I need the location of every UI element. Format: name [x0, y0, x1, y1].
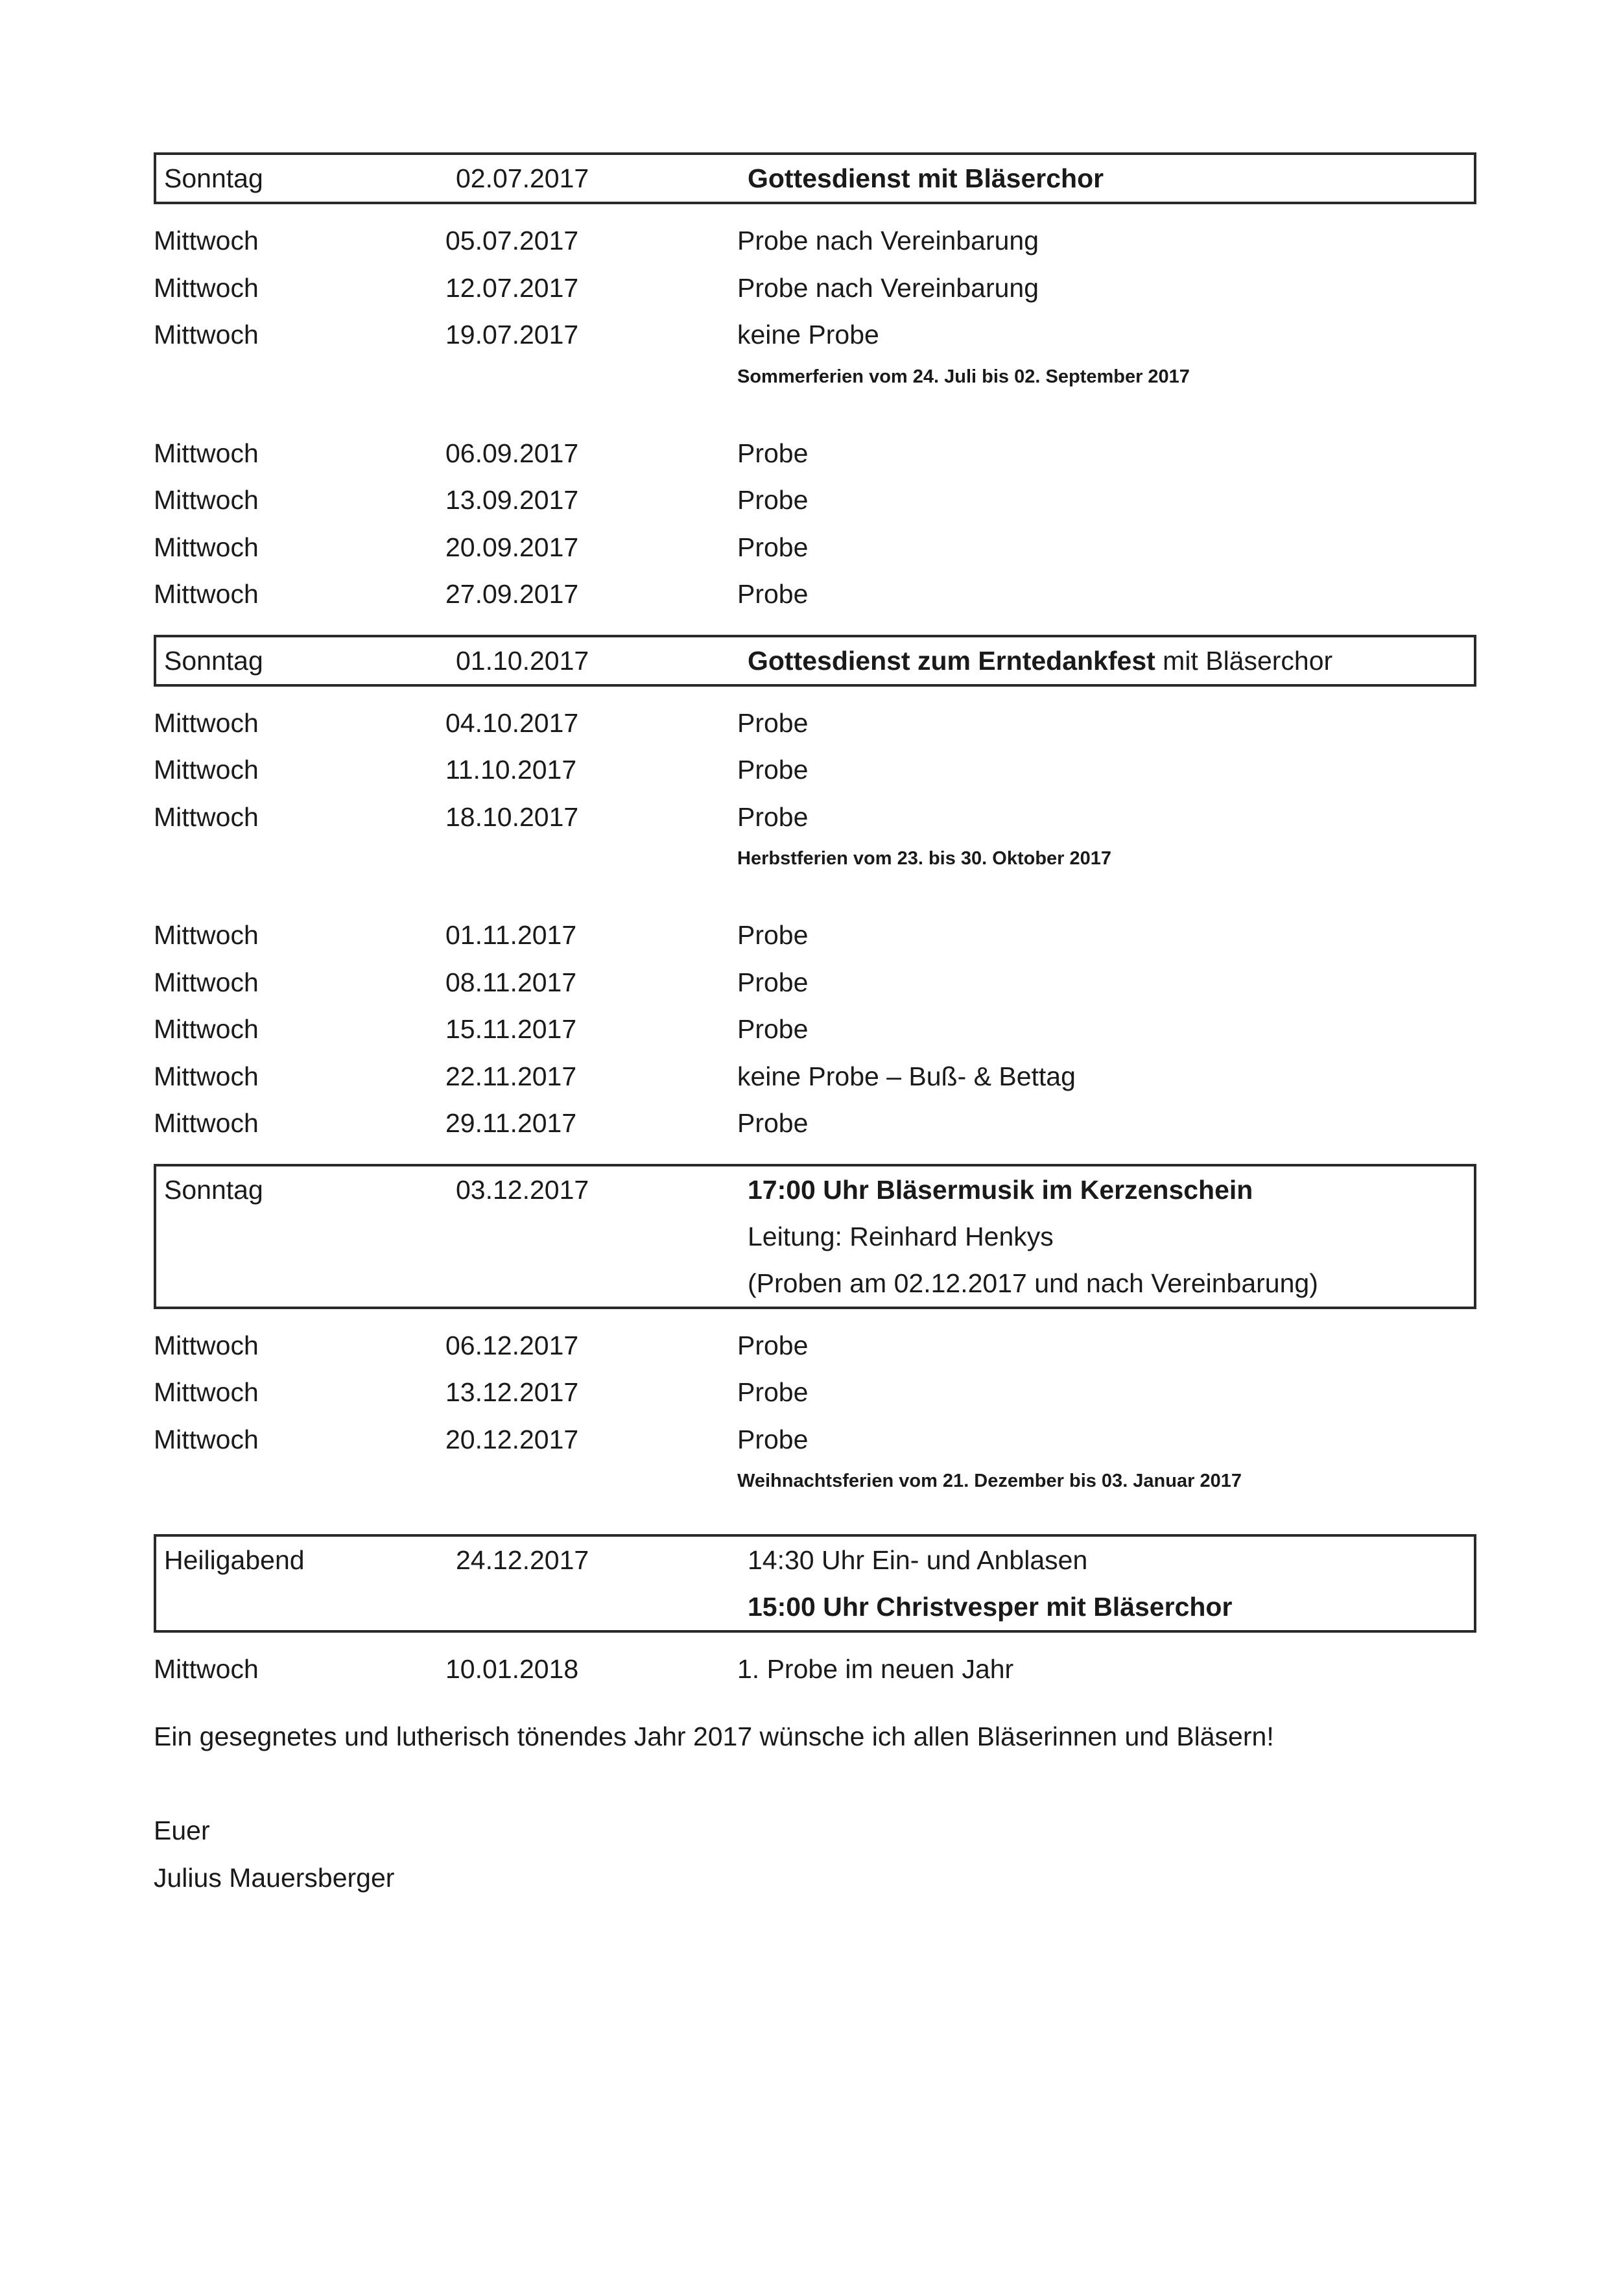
weekday-cell: Sonntag — [164, 645, 263, 676]
date-cell: 24.12.2017 — [456, 1545, 589, 1575]
date-cell: 20.12.2017 — [445, 1424, 579, 1454]
description-cell: Probe — [737, 1014, 809, 1044]
description-cell: Probe — [737, 967, 809, 997]
description-cell: Probe — [737, 920, 809, 950]
event-row — [156, 1583, 1474, 1630]
holiday-note-text: Herbstferien vom 23. bis 30. Oktober 2017 — [737, 848, 1112, 869]
greeting-text: Ein gesegnetes und lutherisch tönendes Jahr 2017 wünsche ich allen Bläserinnen und Bläsern! — [154, 1722, 1274, 1751]
rehearsal-row — [154, 477, 1476, 524]
rehearsal-row — [154, 1646, 1476, 1693]
weekday-cell: Mittwoch — [154, 320, 259, 349]
description-cell — [748, 155, 1104, 202]
rehearsal-row — [154, 265, 1476, 312]
weekday-cell: Mittwoch — [154, 438, 259, 468]
rehearsal-row — [154, 1322, 1476, 1369]
rehearsal-row — [154, 524, 1476, 571]
description-plain: mit Bläserchor — [1155, 645, 1333, 676]
description-cell: Probe — [737, 485, 809, 515]
date-cell: 08.11.2017 — [445, 967, 577, 997]
description-bold: Gottesdienst mit Bläserchor — [748, 163, 1104, 193]
description-cell — [748, 637, 1332, 684]
description-cell: keine Probe – Buß- & Bettag — [737, 1061, 1076, 1091]
description-plain: (Proben am 02.12.2017 und nach Vereinbarung) — [748, 1268, 1318, 1298]
weekday-cell: Mittwoch — [154, 1424, 259, 1454]
rehearsal-row — [154, 959, 1476, 1006]
date-cell: 01.10.2017 — [456, 645, 589, 676]
description-cell: Probe — [737, 1424, 809, 1454]
description-cell: Probe — [737, 532, 809, 562]
rehearsal-row — [154, 217, 1476, 265]
description-cell: Probe — [737, 579, 809, 609]
weekday-cell: Mittwoch — [154, 920, 259, 950]
description-cell: Probe — [737, 1330, 809, 1360]
date-cell: 04.10.2017 — [445, 707, 579, 738]
description-plain: 14:30 Uhr Ein- und Anblasen — [748, 1545, 1088, 1575]
signature-name: Julius Mauersberger — [154, 1863, 395, 1893]
description-bold: Gottesdienst zum Erntedankfest — [748, 645, 1155, 676]
description-cell: Probe — [737, 438, 809, 468]
date-cell: 06.12.2017 — [445, 1330, 579, 1360]
description-cell — [748, 1260, 1318, 1307]
holiday-note — [154, 359, 1476, 416]
event-row — [156, 637, 1474, 684]
weekday-cell: Mittwoch — [154, 272, 259, 303]
weekday-cell: Mittwoch — [154, 532, 259, 562]
description-cell: Probe nach Vereinbarung — [737, 226, 1039, 255]
date-cell: 12.07.2017 — [445, 272, 579, 303]
holiday-note-text: Sommerferien vom 24. Juli bis 02. September 2017 — [737, 366, 1190, 387]
weekday-cell: Sonntag — [164, 1174, 263, 1205]
weekday-cell: Mittwoch — [154, 1377, 259, 1407]
date-cell: 06.09.2017 — [445, 438, 579, 468]
date-cell: 29.11.2017 — [445, 1108, 577, 1138]
weekday-cell: Heiligabend — [164, 1545, 305, 1575]
date-cell: 20.09.2017 — [445, 532, 579, 562]
highlight-event-box — [154, 152, 1476, 204]
rehearsal-schedule — [154, 152, 1476, 1693]
description-bold: 17:00 Uhr Bläsermusik im Kerzenschein — [748, 1174, 1253, 1205]
description-cell — [748, 1213, 1054, 1260]
weekday-cell: Sonntag — [164, 163, 263, 193]
rehearsal-row — [154, 912, 1476, 959]
weekday-cell: Mittwoch — [154, 579, 259, 609]
rehearsal-group — [154, 430, 1476, 618]
rehearsal-row — [154, 430, 1476, 477]
weekday-cell: Mittwoch — [154, 1108, 259, 1138]
date-cell: 18.10.2017 — [445, 801, 579, 832]
date-cell: 27.09.2017 — [445, 579, 579, 609]
description-cell: keine Probe — [737, 320, 879, 349]
weekday-cell: Mittwoch — [154, 1014, 259, 1044]
weekday-cell: Mittwoch — [154, 1061, 259, 1091]
date-cell: 22.11.2017 — [445, 1061, 577, 1091]
rehearsal-row — [154, 1369, 1476, 1416]
holiday-note — [154, 840, 1476, 897]
rehearsal-group — [154, 700, 1476, 841]
event-row — [156, 1537, 1474, 1583]
rehearsal-group — [154, 217, 1476, 359]
description-plain: Leitung: Reinhard Henkys — [748, 1221, 1054, 1251]
highlight-event-box — [154, 1164, 1476, 1309]
description-bold: 15:00 Uhr Christvesper mit Bläserchor — [748, 1592, 1233, 1622]
weekday-cell: Mittwoch — [154, 1330, 259, 1360]
rehearsal-group — [154, 1646, 1476, 1693]
date-cell: 15.11.2017 — [445, 1014, 577, 1044]
event-row — [156, 1213, 1474, 1260]
date-cell: 10.01.2018 — [445, 1654, 579, 1684]
event-row — [156, 155, 1474, 202]
rehearsal-row — [154, 746, 1476, 794]
holiday-note — [154, 1463, 1476, 1520]
description-cell — [748, 1166, 1253, 1213]
date-cell: 02.07.2017 — [456, 163, 589, 193]
event-row — [156, 1166, 1474, 1213]
date-cell: 11.10.2017 — [445, 755, 577, 785]
weekday-cell: Mittwoch — [154, 707, 259, 738]
date-cell: 13.09.2017 — [445, 485, 579, 515]
weekday-cell: Mittwoch — [154, 1654, 259, 1684]
date-cell: 19.07.2017 — [445, 320, 579, 349]
description-cell: Probe — [737, 755, 809, 785]
date-cell: 05.07.2017 — [445, 226, 579, 255]
rehearsal-row — [154, 700, 1476, 747]
description-cell: 1. Probe im neuen Jahr — [737, 1654, 1014, 1684]
date-cell: 03.12.2017 — [456, 1174, 589, 1205]
highlight-event-box — [154, 1534, 1476, 1633]
weekday-cell: Mittwoch — [154, 226, 259, 255]
rehearsal-group — [154, 912, 1476, 1147]
description-cell: Probe — [737, 1108, 809, 1138]
rehearsal-row — [154, 1100, 1476, 1147]
description-cell: Probe — [737, 801, 809, 832]
closing-text: Euer — [154, 1816, 210, 1845]
weekday-cell: Mittwoch — [154, 801, 259, 832]
rehearsal-row — [154, 794, 1476, 841]
event-row — [156, 1260, 1474, 1307]
rehearsal-group — [154, 1322, 1476, 1463]
description-cell — [748, 1583, 1232, 1630]
date-cell: 01.11.2017 — [445, 920, 577, 950]
weekday-cell: Mittwoch — [154, 755, 259, 785]
rehearsal-row — [154, 1053, 1476, 1100]
weekday-cell: Mittwoch — [154, 485, 259, 515]
description-cell — [748, 1537, 1087, 1583]
description-cell: Probe — [737, 1377, 809, 1407]
rehearsal-row — [154, 311, 1476, 359]
rehearsal-row — [154, 1006, 1476, 1053]
weekday-cell: Mittwoch — [154, 967, 259, 997]
description-cell: Probe nach Vereinbarung — [737, 272, 1039, 303]
highlight-event-box — [154, 635, 1476, 687]
holiday-note-text: Weihnachtsferien vom 21. Dezember bis 03. Januar 2017 — [737, 1471, 1242, 1491]
rehearsal-row — [154, 571, 1476, 618]
rehearsal-row — [154, 1416, 1476, 1463]
date-cell: 13.12.2017 — [445, 1377, 579, 1407]
description-cell: Probe — [737, 707, 809, 738]
